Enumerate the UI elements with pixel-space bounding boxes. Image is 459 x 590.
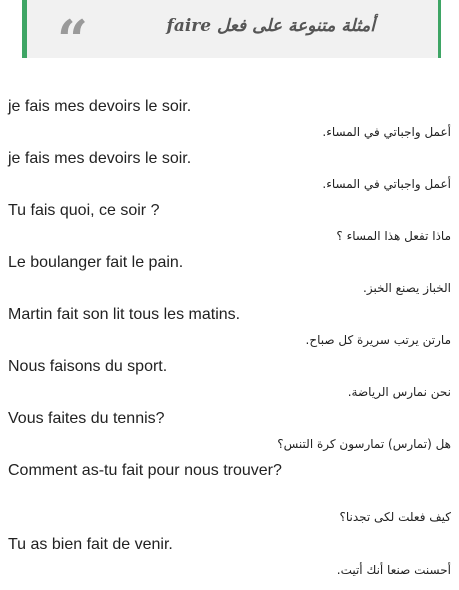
example-item bbox=[0, 305, 459, 357]
example-item bbox=[0, 535, 459, 587]
french-sentence: Vous faites du tennis? bbox=[8, 410, 165, 427]
arabic-translation: كيف فعلت لكى تجدنا؟ bbox=[339, 510, 451, 524]
section-title: أمثلة متنوعة على فعل faire bbox=[166, 16, 375, 36]
french-sentence: Tu as bien fait de venir. bbox=[8, 536, 173, 553]
example-item bbox=[0, 357, 459, 409]
example-item bbox=[0, 149, 459, 201]
example-item bbox=[0, 201, 459, 253]
arabic-translation: أعمل واجباتي في المساء. bbox=[322, 125, 451, 139]
section-header bbox=[22, 0, 441, 72]
arabic-translation: الخباز يصنع الخبز. bbox=[363, 281, 451, 295]
arabic-translation: أعمل واجباتي في المساء. bbox=[322, 177, 451, 191]
example-item bbox=[0, 409, 459, 461]
arabic-translation: نحن نمارس الرياضة. bbox=[347, 385, 451, 399]
french-sentence: Martin fait son lit tous les matins. bbox=[8, 306, 241, 323]
french-sentence: Nous faisons du sport. bbox=[8, 358, 168, 375]
arabic-translation: ماذا تفعل هذا المساء ؟ bbox=[336, 229, 451, 243]
arabic-translation: مارتن يرتب سريرة كل صباح. bbox=[305, 333, 451, 347]
example-item bbox=[0, 461, 459, 535]
french-sentence: Comment as-tu fait pour nous trouver? bbox=[8, 462, 282, 479]
french-sentence: je fais mes devoirs le soir. bbox=[8, 150, 192, 167]
arabic-translation: أحسنت صنعا أنك أتيت. bbox=[336, 563, 451, 577]
french-sentence: je fais mes devoirs le soir. bbox=[8, 98, 192, 115]
quote-icon: “ bbox=[57, 8, 89, 72]
example-item bbox=[0, 97, 459, 149]
examples-list bbox=[0, 97, 459, 587]
example-item bbox=[0, 253, 459, 305]
french-sentence: Le boulanger fait le pain. bbox=[8, 254, 184, 271]
french-sentence: Tu fais quoi, ce soir ? bbox=[8, 202, 160, 219]
arabic-translation: هل (تمارس) تمارسون كرة التنس؟ bbox=[277, 437, 451, 451]
